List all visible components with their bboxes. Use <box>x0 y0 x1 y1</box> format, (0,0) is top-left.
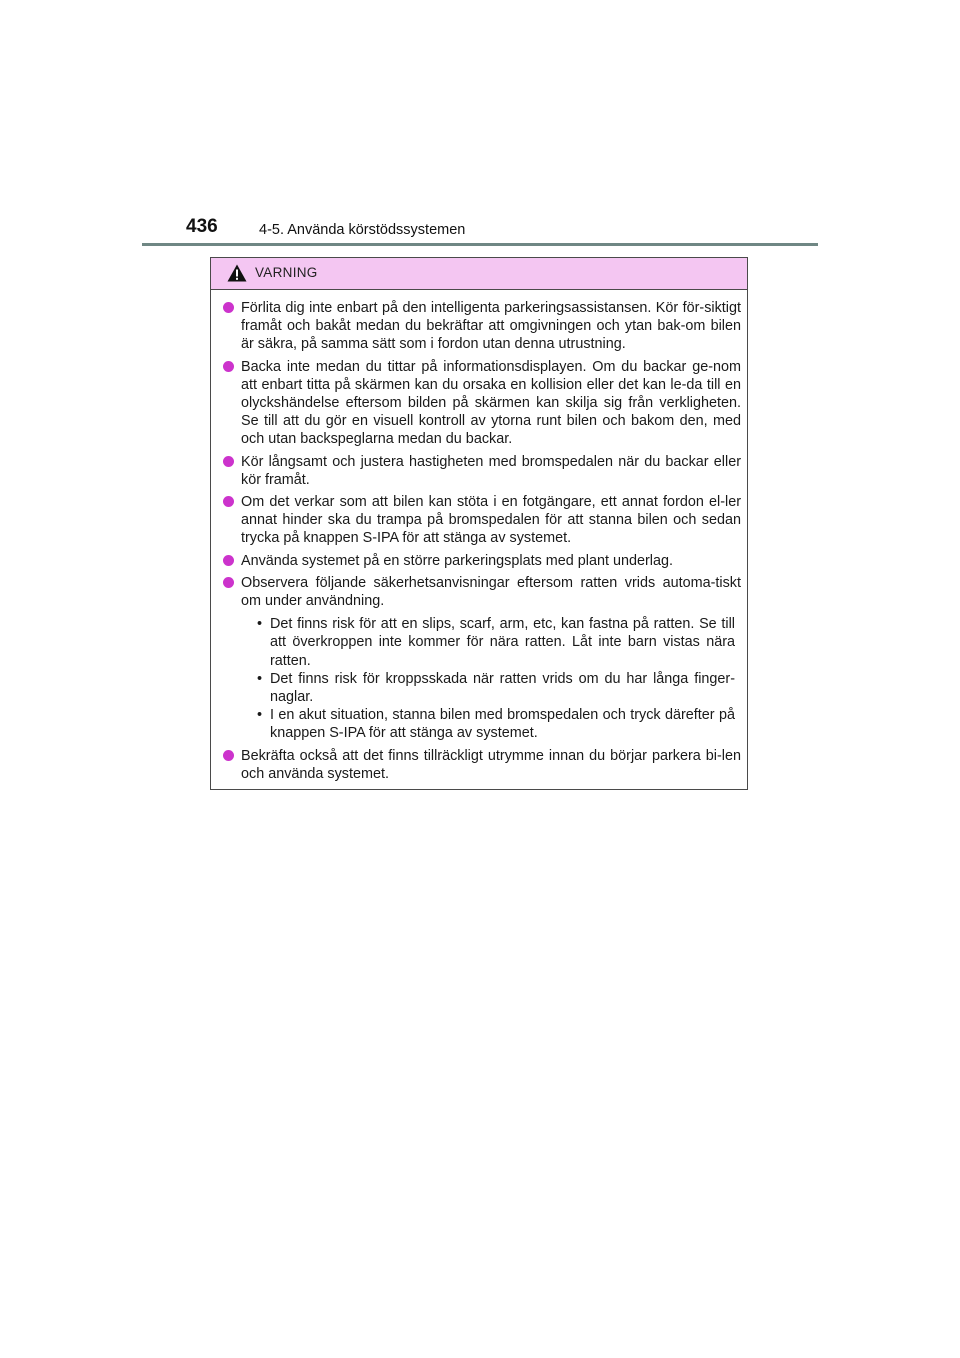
warning-item <box>223 493 741 548</box>
warning-subitem <box>241 670 741 706</box>
bullet-icon <box>223 302 234 313</box>
warning-item <box>223 552 741 570</box>
bullet-icon <box>223 750 234 761</box>
warning-item <box>223 358 741 449</box>
warning-item-text: Kör långsamt och justera hastigheten med bromspedalen när du backar eller kör framåt. <box>241 453 741 488</box>
section-title: 4-5. Använda körstödssystemen <box>259 222 466 238</box>
page-header <box>142 216 818 246</box>
warning-item <box>223 453 741 489</box>
header-divider <box>142 243 818 246</box>
warning-subitem-text: Det finns risk för att en slips, scarf, arm, etc, kan fastna på ratten. Se till att överkroppen inte kommer för nära ratten. Låt inte barn vistas nära ratten. <box>270 616 735 669</box>
dot-bullet-icon: • <box>257 670 263 687</box>
warning-box <box>210 257 748 790</box>
warning-body <box>211 290 747 783</box>
warning-triangle-icon <box>227 264 247 282</box>
bullet-icon <box>223 577 234 588</box>
warning-subitem-text: Det finns risk för kroppsskada när ratten vrids om du har långa finger-naglar. <box>270 670 735 706</box>
warning-item-text: Förlita dig inte enbart på den intelligenta parkeringsassistansen. Kör för-siktigt framåt och bakåt medan du bekräftar att omgivningen och ytan bak-om bilen är säkra, på samma sätt som i fordon utan denna utrustning. <box>241 300 741 353</box>
warning-sublist <box>241 615 741 742</box>
warning-subitem <box>241 706 741 742</box>
page-number: 436 <box>186 216 218 237</box>
warning-item-text: Använda systemet på en större parkeringsplats med plant underlag. <box>241 552 673 569</box>
bullet-icon <box>223 496 234 507</box>
warning-subitem-text: I en akut situation, stanna bilen med bromspedalen och tryck därefter på knappen S-IPA för att stänga av systemet. <box>270 707 735 742</box>
warning-item <box>223 299 741 354</box>
bullet-icon <box>223 456 234 467</box>
warning-item <box>223 574 741 743</box>
bullet-icon <box>223 555 234 566</box>
warning-subitem <box>241 615 741 670</box>
warning-item-text: Bekräfta också att det finns tillräckligt utrymme innan du börjar parkera bi-len och använda systemet. <box>241 747 741 782</box>
dot-bullet-icon: • <box>257 616 263 633</box>
warning-item-text: Om det verkar som att bilen kan stöta i en fotgängare, ett annat fordon el-ler annat hinder ska du trampa på bromspedalen för att stanna bilen och sedan trycka på knappen S-IPA för att stänga av systemet. <box>241 494 741 547</box>
warning-header <box>211 258 747 290</box>
dot-bullet-icon: • <box>257 707 263 724</box>
warning-item <box>223 747 741 783</box>
warning-title: VARNING <box>255 265 318 280</box>
warning-item-text: Backa inte medan du tittar på informationsdisplayen. Om du backar ge-nom att enbart titta på skärmen kan du orsaka en kollision eller det kan le-da till en olyckshändelse eftersom bilden på skärmen kan skilja sig från verkligheten. Se till att du gör en visuell kontroll av ytorna runt bilen och bakom den, med och utan backspeglarna medan du backar. <box>241 358 741 448</box>
bullet-icon <box>223 361 234 372</box>
warning-item-text: Observera följande säkerhetsanvisningar eftersom ratten vrids automa-tiskt om under användning. <box>241 574 741 610</box>
